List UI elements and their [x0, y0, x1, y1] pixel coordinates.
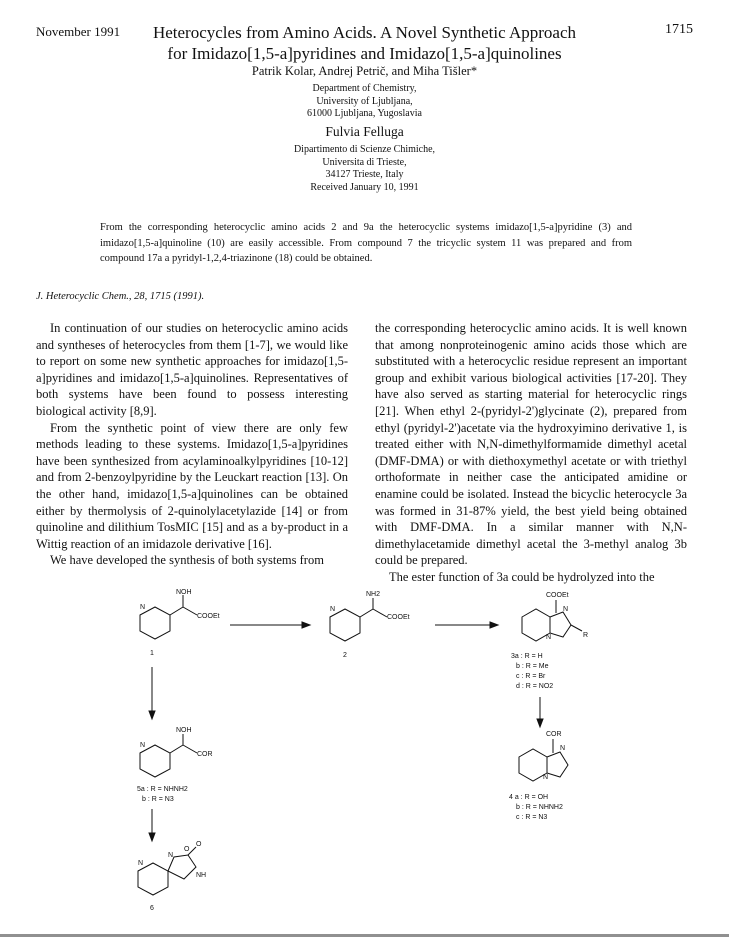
paragraph: We have developed the synthesis of both systems from [50, 553, 324, 568]
left-column [36, 320, 348, 569]
arrowhead [537, 719, 543, 727]
journal-date: November 1991 [36, 24, 121, 39]
nitrogen-label: N [138, 860, 144, 867]
received-date: Received January 10, 1991 [310, 181, 419, 193]
compound-6-ring-oxygen: O [184, 846, 190, 853]
compound-6-pyridine-ring [138, 863, 168, 895]
compound-3-variant: d : R = NO2 [516, 683, 554, 690]
affiliation-line: Universita di Trieste, [322, 156, 407, 168]
compound-1-pyridine-ring [140, 607, 170, 639]
compound-5-noh-label: NOH [176, 727, 192, 734]
compound-3-variant: 3a : R = H [511, 653, 543, 660]
author-list: Patrik Kolar, Andrej Petrič, and Miha Tišler* [251, 64, 478, 78]
right-column [375, 320, 687, 586]
compound-2-ester-label: COOEt [387, 614, 410, 621]
compound-2-pyridine-ring [330, 609, 360, 641]
compound-6-label: 6 [150, 905, 154, 912]
affiliation-1 [0, 83, 729, 121]
arrowhead [149, 711, 155, 719]
citation [36, 291, 204, 302]
nitrogen-label: N [330, 606, 336, 613]
affiliation-line: 34127 Trieste, Italy [325, 169, 404, 181]
page-number: 1715 [665, 22, 693, 37]
paragraph: From the synthetic point of view there are only few methods leading to these systems. Imidazo[1,5-a]pyridines have been synthesized from acylaminoalkylpyridines [10-12] and from 2-benzoylpyridine by the Leuckart reaction [13]. On the other hand, imidazo[1,5-a]quinolines can be obtained either by thermolysis of 2-quinolylacetylazide [14] or from quinoline and dilithium TosMIC [15] and as a by-product in a Wittig reaction of an imidazole derivative [16]. [36, 420, 348, 551]
arrowhead [149, 833, 155, 841]
paragraph: the corresponding heterocyclic amino acids. It is well known that among nonproteinogenic amino acids those which are substituted with a heterocyclic residue represent an important group and exhibit various biological activities [17-20]. They have also served as starting material for heterocyclic rings [21]. When ethyl 2-(pyridyl-2')glycinate (2), prepared from ethyl (pyridyl-2')acetate via the hydroxyimino derivative 1, is treated either with N,N-dimethylformamide dimethyl acetal (DMF-DMA) or with diethoxymethyl acetate or with triethyl orthoformate in neither case the anticipated amidine or enamine could be isolated. Instead the bicyclic heterocycle 3a was formed in 31-87% yield, the best yield being obtained with DMF-DMA. In a similar manner with N,N-dimethylacetamide dimethyl acetal the 3-methyl analog 3b could be prepared. [375, 321, 687, 568]
compound-1-noh-label: NOH [176, 589, 192, 596]
nitrogen-label: N [140, 742, 146, 749]
compound-1-ester-label: COOEt [197, 613, 220, 620]
citation-text: J. Heterocyclic Chem., 28, 1715 (1991). [36, 291, 205, 302]
compound-2-amine-label: NH2 [366, 591, 381, 598]
second-author: Fulvia Felluga [325, 124, 404, 139]
affiliation-line: University of Ljubljana, [316, 95, 413, 107]
nitrogen-label: N [140, 604, 146, 611]
compound-4-acyl-label: COR [546, 731, 562, 738]
title-line-1: Heterocycles from Amino Acids. A Novel Synthetic Approach [152, 23, 577, 42]
compound-5-variant: 5a : R = NHNH2 [137, 786, 188, 793]
compound-4-variant: 4 a : R = OH [509, 794, 549, 801]
affiliation-2 [0, 144, 729, 194]
compound-3-ring-b [550, 612, 571, 637]
nitrogen-label: N [560, 745, 566, 752]
compound-6-nh-label: NH [196, 872, 207, 879]
nitrogen-label: N [543, 774, 549, 781]
compound-4-ring-b [547, 752, 568, 777]
compound-5-variant: b : R = N3 [142, 796, 174, 803]
compound-3-variant: c : R = Br [516, 673, 546, 680]
arrowhead [490, 622, 498, 628]
compound-4-variant: b : R = NHNH2 [516, 804, 563, 811]
arrowhead [302, 622, 310, 628]
article-title [0, 22, 729, 64]
paragraph: In continuation of our studies on heterocyclic amino acids and syntheses of heterocycles from them [1-7], we would like to report on some new synthetic approaches for imidazo[1,5-a]pyridines and imidazo[1,5-a]quinolines. Representatives of both systems have been found to possess interesting biological activity [8,9]. [36, 321, 348, 418]
paragraph: The ester function of 3a could be hydrolyzed into the [389, 569, 655, 584]
nitrogen-label: N [563, 606, 569, 613]
compound-3-ester-label: COOEt [546, 592, 569, 599]
compound-6-carbonyl-oxygen: O [196, 841, 202, 848]
compound-5-acyl-label: COR [197, 751, 213, 758]
compound-3-r-label: R [583, 632, 589, 639]
nitrogen-label: N [168, 852, 174, 859]
nitrogen-label: N [546, 634, 552, 641]
compound-1-label: 1 [150, 650, 154, 657]
compound-2-label: 2 [343, 652, 347, 659]
abstract: From the corresponding heterocyclic amino acids 2 and 9a the heterocyclic systems imidazo[1,5-a]pyridine (3) and imidazo[1,5-a]quinoline (10) are easily accessible. From compound 7 the tricyclic system 11 was prepared and from compound 17a a pyridyl-1,2,4-triazinone (18) could be obtained. [100, 222, 632, 264]
reaction-scheme [0, 585, 729, 915]
affiliation-line: Dipartimento di Scienze Chimiche, [293, 144, 436, 155]
affiliation-line: Department of Chemistry, [312, 83, 417, 94]
compound-3-variant: b : R = Me [516, 663, 549, 670]
compound-5-pyridine-ring [140, 745, 170, 777]
affiliation-line: 61000 Ljubljana, Yugoslavia [307, 108, 422, 120]
compound-4-variant: c : R = N3 [516, 814, 548, 821]
title-line-2: for Imidazo[1,5-a]pyridines and Imidazo[1,5-a]quinolines [167, 44, 562, 63]
